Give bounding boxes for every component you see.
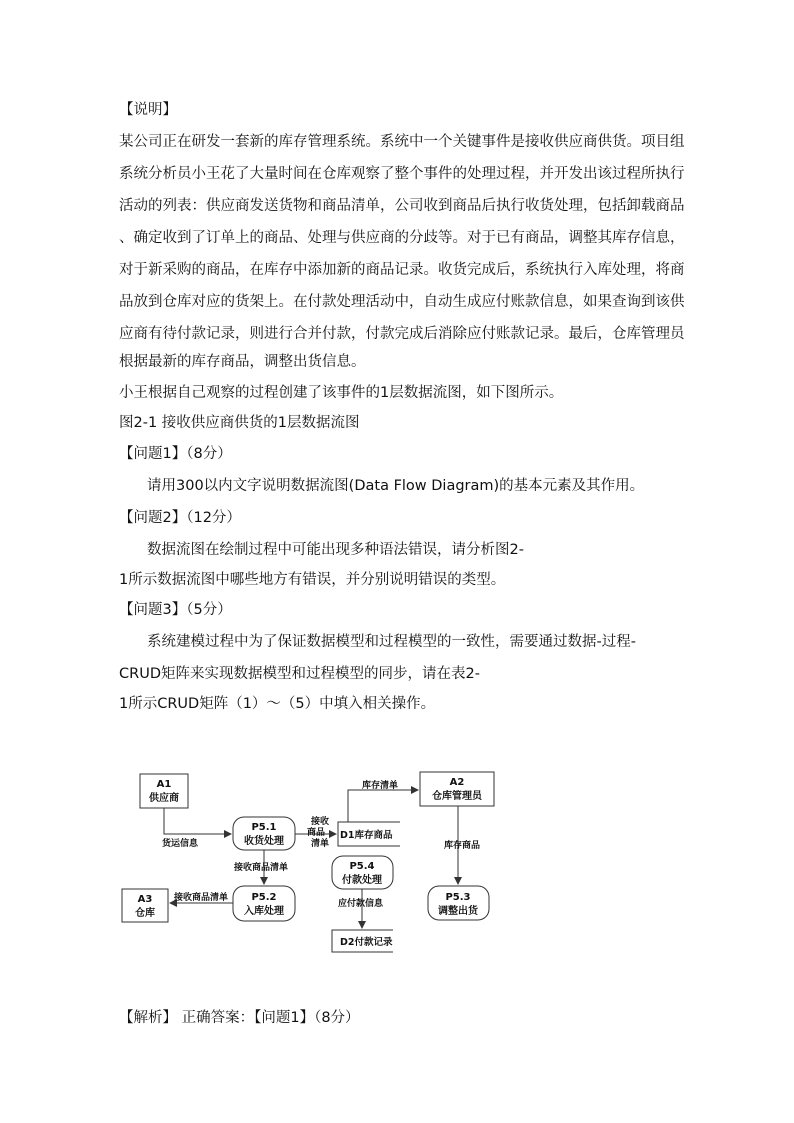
svg-text:A3: A3: [137, 894, 153, 905]
question-1-text: 请用300以内文字说明数据流图(Data Flow Diagram)的基本元素及其作用。: [147, 478, 645, 494]
question-2-text: 数据流图在绘制过程中可能出现多种语法错误，请分析图2-: [147, 542, 524, 558]
question-3-text: 1所示CRUD矩阵（1）～（5）中填入相关操作。: [119, 696, 436, 712]
process-p5-3: [428, 886, 489, 920]
paragraph-line: 系统分析员小王花了大量时间在仓库观察了整个事件的处理过程，并开发出该过程所执行: [119, 166, 685, 182]
process-p5-4: [332, 856, 393, 889]
flow-receive-list-p51-p52: [233, 850, 288, 884]
datastore-d2-payment: [332, 930, 393, 952]
intro-line: 小王根据自己观察的过程创建了该事件的1层数据流图，如下图所示。: [119, 385, 564, 401]
svg-text:仓库: 仓库: [135, 908, 155, 919]
svg-text:P5.3: P5.3: [445, 892, 471, 903]
svg-text:清单: 清单: [311, 839, 330, 849]
paragraph-line: 某公司正在研发一套新的库存管理系统。系统中一个关键事件是接收供应商供货。项目组: [119, 134, 685, 150]
svg-text:收货处理: 收货处理: [244, 836, 284, 847]
entity-a3-warehouse: [122, 889, 168, 922]
svg-text:仓库管理员: 仓库管理员: [432, 791, 482, 802]
question-2-text: 1所示数据流图中哪些地方有错误，并分别说明错误的类型。: [119, 572, 506, 588]
paragraph-line: 应商有待付款记录，则进行合并付款，付款完成后消除应付账款记录。最后，仓库管理员: [119, 326, 685, 342]
entity-a2-warehouse-manager: [420, 772, 494, 806]
svg-text:应付款信息: 应付款信息: [338, 899, 384, 909]
paragraph-line: 根据最新的库存商品，调整出货信息。: [119, 354, 366, 370]
svg-text:P5.2: P5.2: [251, 892, 277, 903]
svg-text:付款处理: 付款处理: [342, 875, 382, 886]
flow-stock-goods: [444, 806, 480, 884]
process-p5-1: [233, 817, 295, 850]
entity-a1-supplier: [140, 774, 188, 808]
question-1-title: 【问题1】（8分）: [119, 446, 232, 462]
question-3-text: 系统建模过程中为了保证数据模型和过程模型的一致性，需要通过数据-过程-: [147, 634, 636, 650]
section-heading: 【说明】: [119, 102, 177, 118]
svg-text:P5.4: P5.4: [349, 861, 375, 872]
datastore-d1-inventory: [338, 822, 400, 846]
svg-text:A1: A1: [156, 779, 172, 790]
svg-text:接收商品清单: 接收商品清单: [234, 863, 289, 873]
svg-text:接收: 接收: [311, 817, 330, 827]
question-3-text: CRUD矩阵来实现数据模型和过程模型的同步，请在表2-: [119, 666, 480, 682]
figure-caption: 图2-1 接收供应商供货的1层数据流图: [119, 415, 360, 431]
flow-receive-list-to-d1: [295, 815, 336, 849]
svg-text:库存商品: 库存商品: [444, 841, 481, 851]
svg-text:商品: 商品: [307, 828, 326, 838]
flow-receive-list-p52-a3: [170, 891, 233, 903]
svg-text:P5.1: P5.1: [251, 822, 277, 833]
question-2-title: 【问题2】（12分）: [119, 510, 241, 526]
process-p5-2: [233, 886, 295, 921]
svg-text:货运信息: 货运信息: [162, 839, 199, 849]
question-3-title: 【问题3】（5分）: [119, 602, 232, 618]
svg-text:库存清单: 库存清单: [362, 781, 399, 791]
paragraph-line: 对于新采购的商品，在库存中添加新的商品记录。收货完成后，系统执行入库处理，将商: [119, 262, 685, 278]
paragraph-line: 、确定收到了订单上的商品、处理与供应商的分歧等。对于已有商品，调整其库存信息，: [119, 230, 685, 246]
svg-text:A2: A2: [449, 777, 465, 788]
data-flow-diagram: [118, 760, 508, 960]
answer-line: 【解析】 正确答案：【问题1】（8分）: [119, 1010, 360, 1026]
svg-text:调整出货: 调整出货: [438, 906, 478, 917]
flow-payable-info: [338, 889, 384, 928]
svg-text:D1库存商品: D1库存商品: [340, 830, 393, 841]
svg-text:接收商品清单: 接收商品清单: [174, 893, 229, 903]
svg-text:入库处理: 入库处理: [244, 906, 284, 917]
flow-stock-list: [348, 779, 418, 822]
flow-goods-info: [162, 808, 231, 849]
svg-text:供应商: 供应商: [149, 793, 179, 804]
paragraph-line: 品放到仓库对应的货架上。在付款处理活动中，自动生成应付账款信息，如果查询到该供: [119, 294, 685, 310]
paragraph-line: 活动的列表：供应商发送货物和商品清单，公司收到商品后执行收货处理，包括卸载商品: [119, 198, 685, 214]
svg-text:D2付款记录: D2付款记录: [340, 937, 393, 948]
